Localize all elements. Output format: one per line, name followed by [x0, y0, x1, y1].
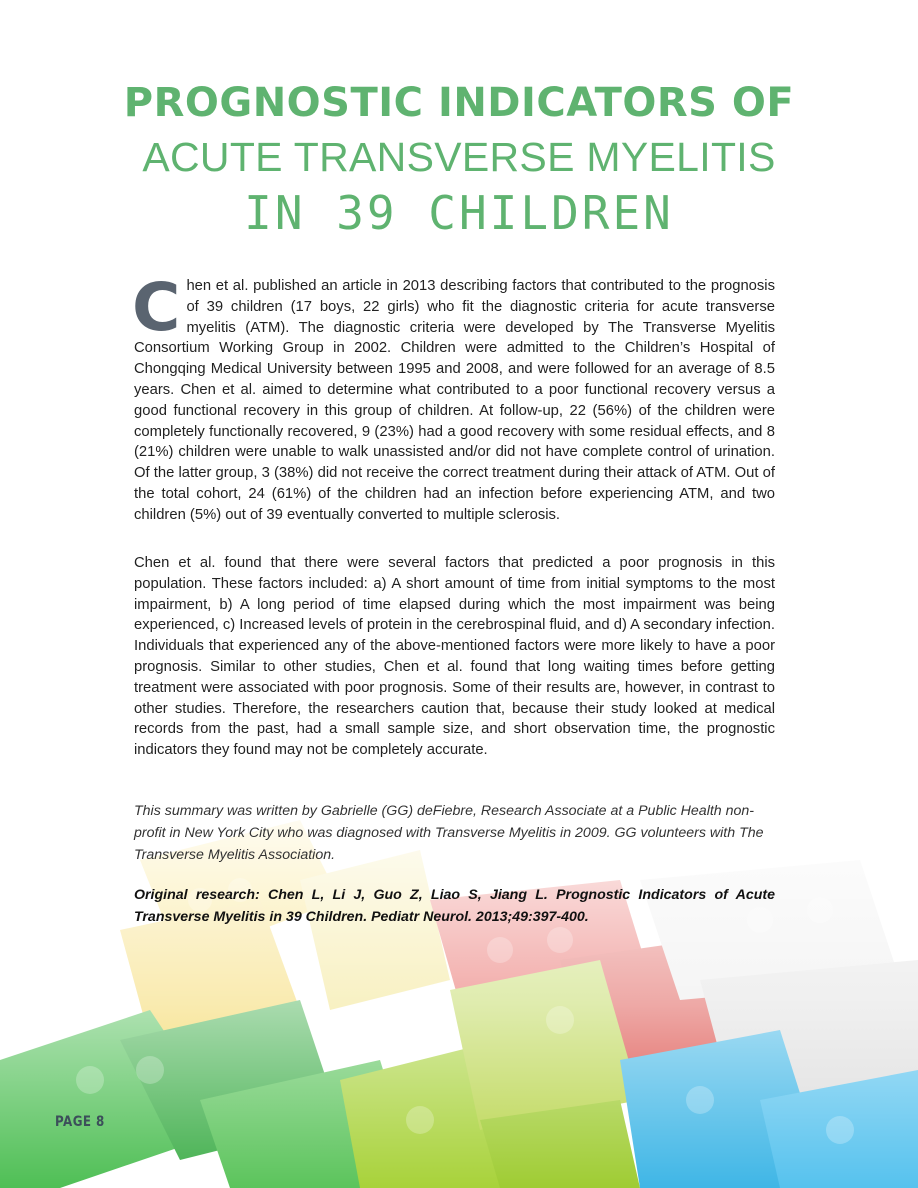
title-line-2: ACUTE TRANSVERSE MYELITIS: [142, 134, 776, 180]
title-line-3: IN 39 CHILDREN: [244, 186, 674, 240]
original-research-citation: Original research: Chen L, Li J, Guo Z, Liao S, Jiang L. Prognostic Indicators of Acute Transverse Myelitis in 39 Children. Pediatr Neurol. 2013;49:397-400.: [134, 887, 775, 925]
article-paragraph-1: [132, 269, 775, 526]
author-credit: This summary was written by Gabrielle (GG) deFiebre, Research Associate at a Public Health non-profit in New York City who was diagnosed with Transverse Myelitis in 2009. GG volunteers with The Transverse Myelitis Association.: [134, 803, 764, 863]
drop-cap: C: [132, 269, 181, 346]
paragraph-1-text: hen et al. published an article in 2013 describing factors that contributed to the prognosis of 39 children (17 boys, 22 girls) who fit the diagnostic criteria for acute transverse myelitis (ATM). The diagnostic criteria were developed by The Transverse Myelitis Consortium Working Group in 2002. Children were admitted to the Children’s Hospital of Chongqing Medical University between 1995 and 2008, and were followed for an average of 8.5 years. Chen et al. aimed to determine what contributed to a poor functional recovery versus a good functional recovery in this group of children. At follow-up, 22 (56%) of the children were completely functionally recovered, 9 (23%) had a good recovery with some residual effects, and 8 (21%) children were unable to walk unassisted and/or did not have complete control of urination. Of the latter group, 3 (38%) did not receive the correct treatment during their attack of ATM. Out of the total cohort, 24 (61%) of the children had an infection before experiencing ATM, and two children (5%) out of 39 eventually converted to multiple sclerosis.: [134, 278, 775, 523]
title-line-1: PROGNOSTIC INDICATORS OF: [123, 80, 795, 126]
page-number-label: PAGE 8: [55, 1114, 105, 1130]
article-paragraph-2: Chen et al. found that there were several factors that predicted a poor prognosis in this population. These factors included: a) A short amount of time from initial symptoms to the most impairment, b) A long period of time elapsed during which the most impairment was being experienced, c) Increased levels of protein in the cerebrospinal fluid, and d) A secondary infection. Individuals that experienced any of the above-mentioned factors were more likely to have a poor prognosis. Similar to other studies, Chen et al. found that long waiting times before getting treatment were associated with poor prognosis. Some of their results are, however, in contrast to other studies. Therefore, the researchers caution that, because their study looked at medical records from the past, had a small sample size, and short observation time, the prognostic indicators they found may not be completely accurate.: [134, 555, 775, 759]
